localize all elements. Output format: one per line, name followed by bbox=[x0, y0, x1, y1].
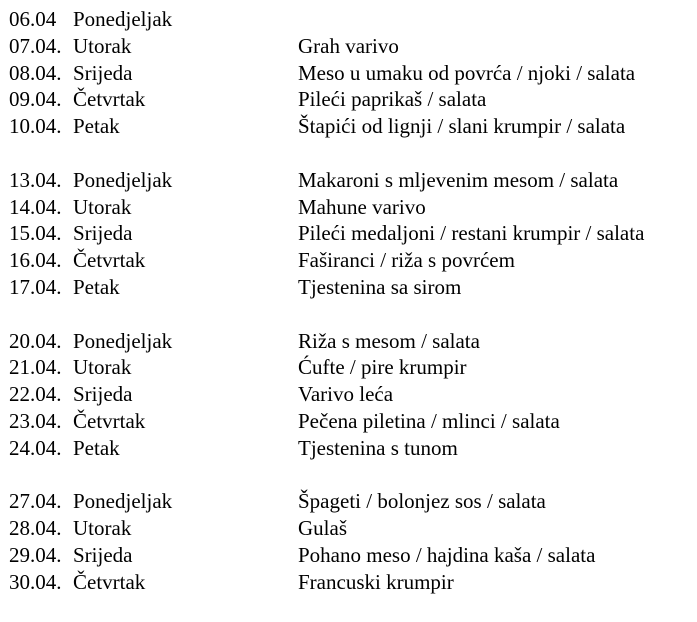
day-label: Petak bbox=[73, 435, 120, 460]
menu-row bbox=[9, 33, 693, 60]
date-label: 06.04 bbox=[9, 7, 57, 31]
meal-label: Pileći paprikaš / salata bbox=[298, 87, 487, 112]
date-label: 07.04. bbox=[9, 33, 62, 58]
menu-row bbox=[9, 542, 693, 569]
date-label: 28.04. bbox=[9, 516, 62, 541]
week-block bbox=[9, 167, 693, 301]
menu-row bbox=[9, 274, 693, 301]
meal-label: Špageti / bolonjez sos / salata bbox=[298, 489, 546, 514]
day-label: Ponedjeljak bbox=[73, 7, 173, 31]
menu-row bbox=[9, 515, 693, 542]
menu-row bbox=[9, 247, 693, 274]
date-label: 30.04. bbox=[9, 569, 62, 594]
menu-row bbox=[9, 194, 693, 221]
menu-row bbox=[9, 167, 693, 194]
date-label: 29.04. bbox=[9, 542, 62, 567]
menu-row bbox=[9, 569, 693, 596]
menu-row bbox=[9, 6, 693, 33]
menu-row bbox=[9, 488, 693, 515]
meal-label: Pečena piletina / mlinci / salata bbox=[298, 408, 560, 433]
menu-row bbox=[9, 113, 693, 140]
date-label: 16.04. bbox=[9, 248, 62, 273]
meal-label: Tjestenina sa sirom bbox=[298, 274, 462, 299]
week-block bbox=[9, 488, 693, 595]
menu-row bbox=[9, 220, 693, 247]
day-label: Četvrtak bbox=[73, 569, 146, 594]
day-label: Srijeda bbox=[73, 542, 133, 567]
date-label: 10.04. bbox=[9, 114, 62, 139]
day-label: Utorak bbox=[73, 33, 132, 58]
meal-schedule bbox=[9, 6, 693, 622]
meal-label: Pohano meso / hajdina kaša / salata bbox=[298, 542, 596, 567]
date-label: 15.04. bbox=[9, 221, 62, 246]
day-label: Srijeda bbox=[73, 60, 133, 85]
meal-label: Pileći medaljoni / restani krumpir / salata bbox=[298, 221, 645, 246]
date-label: 08.04. bbox=[9, 60, 62, 85]
meal-label: Štapići od lignji / slani krumpir / salata bbox=[298, 114, 626, 139]
day-label: Petak bbox=[73, 274, 120, 299]
menu-row bbox=[9, 60, 693, 87]
menu-row bbox=[9, 328, 693, 355]
date-label: 22.04. bbox=[9, 382, 62, 407]
meal-label: Gulaš bbox=[298, 516, 347, 541]
date-label: 21.04. bbox=[9, 355, 62, 380]
meal-label: Mahune varivo bbox=[298, 194, 426, 219]
day-label: Ponedjeljak bbox=[73, 167, 173, 192]
date-label: 27.04. bbox=[9, 489, 62, 514]
menu-row bbox=[9, 408, 693, 435]
meal-label: Francuski krumpir bbox=[298, 569, 454, 594]
day-label: Četvrtak bbox=[73, 248, 146, 273]
meal-label: Varivo leća bbox=[298, 382, 394, 407]
week-block bbox=[9, 328, 693, 462]
meal-label: Grah varivo bbox=[298, 33, 399, 58]
meal-label: Tjestenina s tunom bbox=[298, 435, 458, 460]
day-label: Četvrtak bbox=[73, 87, 146, 112]
menu-row bbox=[9, 381, 693, 408]
day-label: Utorak bbox=[73, 194, 132, 219]
menu-row bbox=[9, 435, 693, 462]
date-label: 14.04. bbox=[9, 194, 62, 219]
meal-label: Riža s mesom / salata bbox=[298, 328, 480, 353]
day-label: Srijeda bbox=[73, 382, 133, 407]
date-label: 09.04. bbox=[9, 87, 62, 112]
date-label: 24.04. bbox=[9, 435, 62, 460]
day-label: Četvrtak bbox=[73, 408, 146, 433]
meal-label: Ćufte / pire krumpir bbox=[298, 355, 467, 380]
menu-row bbox=[9, 354, 693, 381]
date-label: 17.04. bbox=[9, 274, 62, 299]
meal-label: Makaroni s mljevenim mesom / salata bbox=[298, 167, 619, 192]
week-block bbox=[9, 6, 693, 140]
day-label: Ponedjeljak bbox=[73, 489, 173, 514]
day-label: Ponedjeljak bbox=[73, 328, 173, 353]
date-label: 13.04. bbox=[9, 167, 62, 192]
meal-label: Meso u umaku od povrća / njoki / salata bbox=[298, 60, 636, 85]
date-label: 20.04. bbox=[9, 328, 62, 353]
date-label: 23.04. bbox=[9, 408, 62, 433]
day-label: Petak bbox=[73, 114, 120, 139]
day-label: Srijeda bbox=[73, 221, 133, 246]
meal-label: Faširanci / riža s povrćem bbox=[298, 248, 515, 273]
day-label: Utorak bbox=[73, 516, 132, 541]
day-label: Utorak bbox=[73, 355, 132, 380]
menu-row bbox=[9, 86, 693, 113]
